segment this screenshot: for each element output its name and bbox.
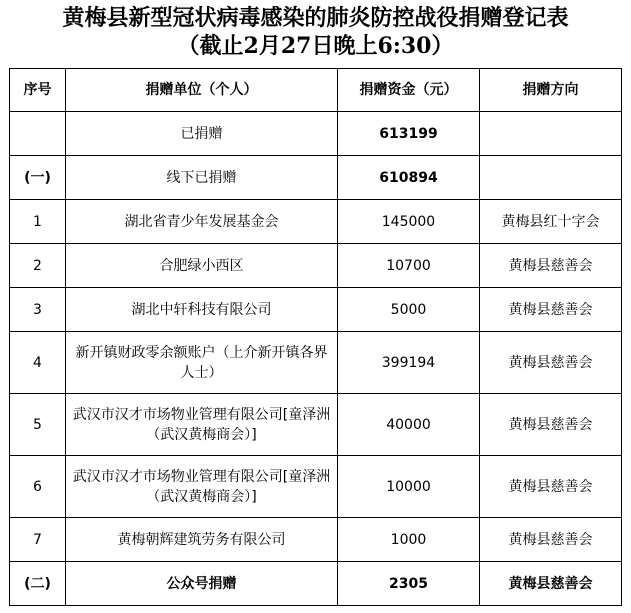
title-block xyxy=(0,4,631,60)
document-title: 黄梅县新型冠状病毒感染的肺炎防控战役捐赠登记表 xyxy=(62,5,569,31)
cell-no: 6 xyxy=(10,456,66,518)
table-row xyxy=(10,288,622,332)
cell-amount: 40000 xyxy=(338,394,480,456)
header-direction: 捐赠方向 xyxy=(480,69,622,112)
cell-unit: 线下已捐赠 xyxy=(66,156,338,200)
cell-direction: 黄梅县慈善会 xyxy=(480,244,622,288)
cell-amount: 2305 xyxy=(338,562,480,606)
cell-amount: 613199 xyxy=(338,112,480,156)
cell-amount: 5000 xyxy=(338,288,480,332)
cell-unit: 新开镇财政零余额账户（上介新开镇各界人士） xyxy=(66,332,338,394)
table-row xyxy=(10,200,622,244)
cell-direction: 黄梅县慈善会 xyxy=(480,518,622,562)
table-row-offline xyxy=(10,156,622,200)
cell-amount: 399194 xyxy=(338,332,480,394)
cell-amount: 10700 xyxy=(338,244,480,288)
table-row xyxy=(10,518,622,562)
cell-direction: 黄梅县慈善会 xyxy=(480,288,622,332)
cell-unit: 黄梅朝辉建筑劳务有限公司 xyxy=(66,518,338,562)
cell-direction xyxy=(480,156,622,200)
cell-no: (一) xyxy=(10,156,66,200)
table-row xyxy=(10,332,622,394)
cell-no: 3 xyxy=(10,288,66,332)
cell-unit: 已捐赠 xyxy=(66,112,338,156)
table-row xyxy=(10,394,622,456)
cell-no: 4 xyxy=(10,332,66,394)
cell-unit: 湖北中轩科技有限公司 xyxy=(66,288,338,332)
cell-direction: 黄梅县红十字会 xyxy=(480,200,622,244)
table-row-online xyxy=(10,562,622,606)
table-row xyxy=(10,456,622,518)
table-row xyxy=(10,244,622,288)
cell-direction: 黄梅县慈善会 xyxy=(480,562,622,606)
cell-no: 1 xyxy=(10,200,66,244)
header-unit: 捐赠单位（个人） xyxy=(66,69,338,112)
cell-no: 5 xyxy=(10,394,66,456)
cell-amount: 610894 xyxy=(338,156,480,200)
cell-unit: 武汉市汉才市场物业管理有限公司[童泽洲（武汉黄梅商会）] xyxy=(66,456,338,518)
cell-no: (二) xyxy=(10,562,66,606)
cell-unit: 湖北省青少年发展基金会 xyxy=(66,200,338,244)
table-row-total xyxy=(10,112,622,156)
cell-direction: 黄梅县慈善会 xyxy=(480,332,622,394)
document-subtitle: （截止2月27日晚上6:30） xyxy=(177,33,454,59)
cell-direction: 黄梅县慈善会 xyxy=(480,456,622,518)
cell-direction: 黄梅县慈善会 xyxy=(480,394,622,456)
cell-amount: 10000 xyxy=(338,456,480,518)
cell-no: 7 xyxy=(10,518,66,562)
donation-table xyxy=(9,68,622,606)
table-header-row xyxy=(10,69,622,112)
cell-no xyxy=(10,112,66,156)
cell-unit: 武汉市汉才市场物业管理有限公司[童泽洲（武汉黄梅商会）] xyxy=(66,394,338,456)
cell-direction xyxy=(480,112,622,156)
cell-no: 2 xyxy=(10,244,66,288)
header-no: 序号 xyxy=(10,69,66,112)
cell-unit: 公众号捐赠 xyxy=(66,562,338,606)
header-amount: 捐赠资金（元） xyxy=(338,69,480,112)
cell-amount: 1000 xyxy=(338,518,480,562)
cell-amount: 145000 xyxy=(338,200,480,244)
cell-unit: 合肥绿小西区 xyxy=(66,244,338,288)
